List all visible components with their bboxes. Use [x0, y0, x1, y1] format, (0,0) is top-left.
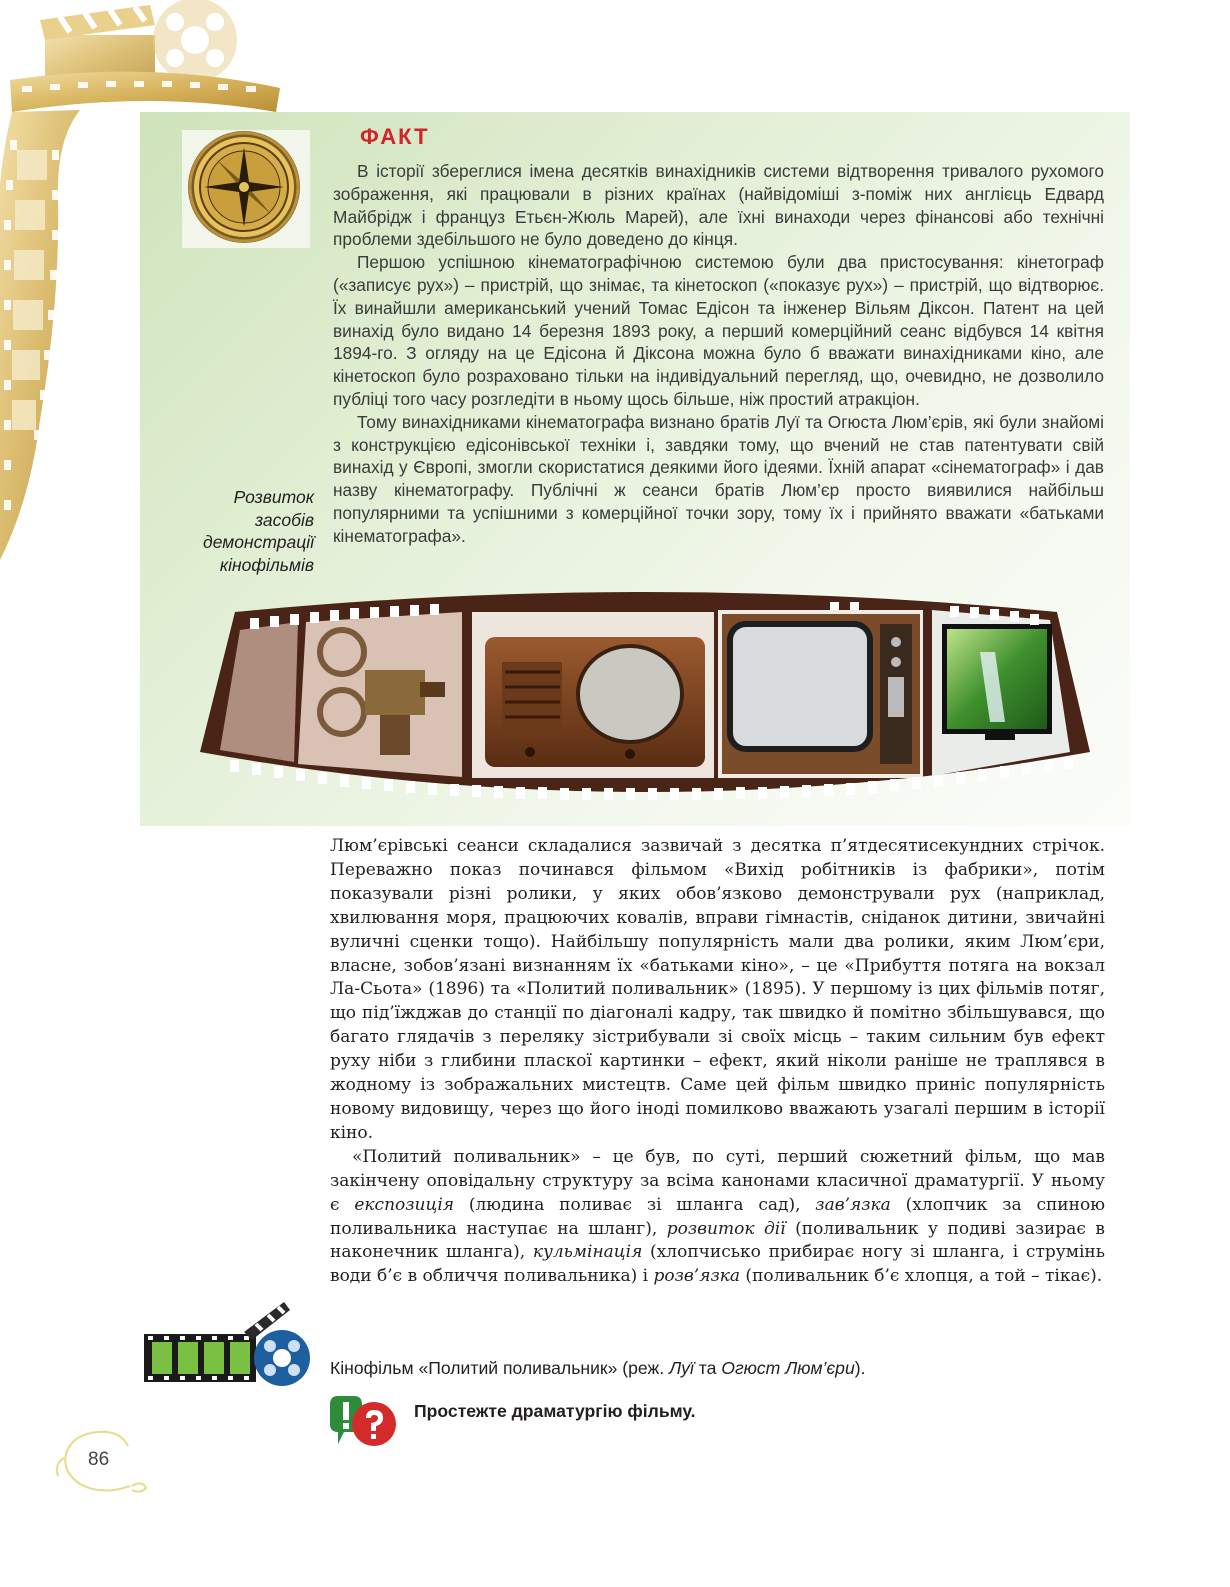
term-resolution: розв’язка [653, 1266, 741, 1287]
film-caption: Кінофільм «Политий поливальник» (реж. Луї та Огюст Люм’єри). [330, 1358, 866, 1378]
fact-title: ФАКТ [360, 124, 430, 149]
main-paragraph: «Политий поливальник» – це був, по суті, перший сюжетний фільм, що мав закінчену оповідальну структуру за всіма канонами класичної драматургії. У ньому є експозиція (людина поливає зі шланга сад), зав’язка (хлопчик за спиною поливальника наступає на шланг), розвиток дії (поливальник у подиві зазирає в наконечник шланга), кульмінація (хлопчисько прибирає ногу зі шланга, і струмінь води б’є в обличчя поливальника) і розв’язка (поливальник б’є хлопця, а той – тікає). [330, 1146, 1105, 1287]
page-number: 86 [88, 1449, 110, 1470]
film-strip-image [190, 582, 1102, 812]
term-complication: зав’язка [815, 1194, 891, 1215]
film-clapper-icon [144, 1296, 314, 1391]
compass-image [182, 130, 310, 248]
director-name: Огюст Люм’єри [721, 1358, 855, 1378]
fact-paragraph: В історії збереглися імена десятків винахідників системи відтворення тривалого рухомого зображення, які працювали в різних країнах (найвідоміші з-поміж них англієць Едвард Майбрідж і француз Етьєн-Жюль Марей), але їхні винаходи через фінансові або технічні проблеми здебільшого не було доведено до кінця. [333, 161, 1104, 250]
crt-television-image [722, 614, 920, 774]
main-paragraph: Люм’єрівські сеанси складалися зазвичай з десятка п’ятдесятисекундних стрічок. Переважно показ починався фільмом «Вихід робітників із фабрики», потім показували різні ролики, у яких обов’язково демонстрували рух (наприклад, хвилювання моря, працюючих ковалів, вправи гімнастів, сніданок дитини, звичайні вуличні сценки тощо). Найбільшу популярність мали два ролики, яким Люм’єри, власне, зобов’язані визнанням їх «батьками кіно», – це «Прибуття потяга на вокзал Ла-Сьота» (1896) та «Политий поливальник» (1895). У першому із цих фільмів потяг, що під’їжджав до станції по діагоналі кадру, так швидко й помітно збільшувався, що багато глядачів з переляку зістрибували зі своїх місць – таким сильним був ефект руху ніби з глибини пласкої картинки – ефект, який ніколи раніше не траплявся в жодному із зображальних мистецтв. Саме цей фільм швидко приніс популярність новому видовищу, через що його іноді помилково вважають узагалі першим в історії кіно. [330, 836, 1105, 1143]
task-text: Простежте драматургію фільму. [414, 1401, 696, 1421]
vintage-television-image [485, 637, 705, 767]
term-climax: кульмінація [532, 1242, 643, 1263]
flat-screen-television-image [942, 624, 1052, 740]
side-caption: Розвиток засобів демонстрації кінофільмів [203, 487, 314, 575]
main-text [330, 835, 1105, 1289]
question-icon [326, 1394, 406, 1454]
fact-paragraph: Тому винахідниками кінематографа визнано братів Луї та Огюста Люм’єрів, які були знайомі з конструкцією едісонівської техніки і, завдяки тому, що вчений не став патентувати свій винахід у Європі, змогли скористатися деякими його ідеями. Їхній апарат «сінематограф» і дав назву кінематографу. Публічні ж сеанси братів Люм’єр просто виявилися найбільш популярними та успішними з комерційної точки зору, тому їх і прийнято вважати «батьками кінематографа». [333, 411, 1104, 546]
term-exposition: експозиція [354, 1194, 455, 1215]
fact-text [333, 160, 1104, 548]
director-name: Луї [669, 1358, 694, 1378]
film-reel-icon [153, 0, 237, 82]
term-development: розвиток дії [666, 1218, 786, 1239]
fact-paragraph: Першою успішною кінематографічною системою були два пристосування: кінетограф («записує рух») – пристрій, що знімає, та кінетоскоп («показує рух») – пристрій, що відтворює. Їх винайшли американський учений Томас Едісон та інженер Вільям Діксон. Патент на цей винахід було видано 14 березня 1893 року, а перший комерційний сеанс відбувся 14 квітня 1894-го. З огляду на це Едісона й Діксона можна було б вважати винахідниками кіно, але кінетоскоп було розраховано тільки на індивідуальний перегляд, що, очевидно, не дозволило публіці того часу розгледіти в ньому щось більше, ніж простий атракціон. [333, 252, 1104, 409]
